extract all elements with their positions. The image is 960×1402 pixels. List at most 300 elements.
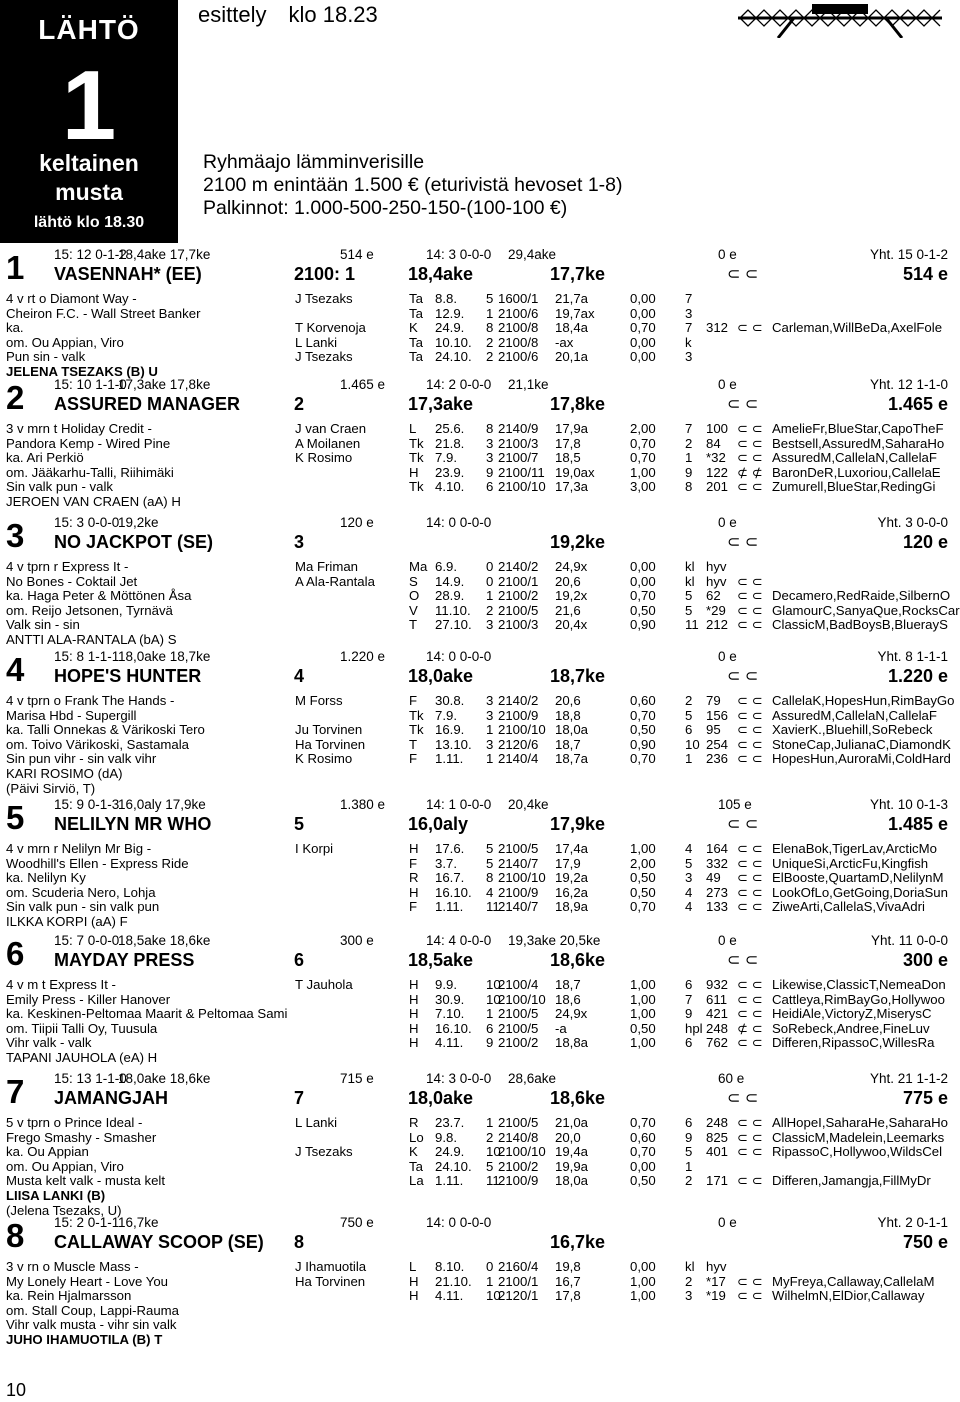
summary-rec14: 28,6ake [508,1071,557,1086]
horse-number: 2 [6,379,25,416]
start-dist: 2100/10 [498,479,546,495]
summary-y15: 15: 2 0-1-1 [54,1215,120,1230]
start-s: ⊄ ⊂ [737,1020,763,1036]
start-o: 3,00 [630,479,656,495]
start-e: 171 [706,1173,729,1189]
start-o: 0,70 [630,899,656,915]
start-time: 18,4a [555,320,589,336]
start-e: hyv [706,559,727,574]
horse-info-text: 5 v tprn o Prince Ideal - [6,1115,143,1130]
start-n: 3 [486,693,494,708]
start-o: 0,70 [630,1115,656,1130]
horse-detail-line [6,1188,950,1203]
horse-detail-line [6,574,950,589]
start-t: Tk [409,479,424,495]
horse-detail-line [6,1159,950,1174]
summary-y15: 15: 8 1-1-1 [54,649,120,664]
start-time: lähtö klo 18.30 [33,214,145,231]
start-o: 0,50 [630,884,656,900]
start-dist: 2100/8 [498,320,539,336]
start-o: 1,00 [630,1006,656,1022]
horse-detail-line [6,1050,950,1065]
start-e: 133 [706,899,729,915]
start-o: 0,00 [630,559,656,574]
start-dist: 2100/5 [498,841,539,856]
horse-number: 5 [6,799,25,836]
start-dist: 2100/9 [498,1173,539,1189]
start-e: hyv [706,573,727,589]
start-e: hyv [706,1259,727,1274]
start-driver: Ju Torvinen [295,722,363,738]
start-s: ⊂ ⊂ [737,841,763,856]
start-s: ⊂ ⊂ [737,320,763,336]
start-w: HopesHun,AuroraMi,ColdHard [772,751,951,767]
summary-rec14: 29,4ake [508,247,557,262]
summary-rec14: 21,1ke [508,377,549,392]
summary-y14: 14: 3 0-0-0 [426,1071,492,1086]
horse-info-text: Pun sin - valk [6,349,86,365]
start-s: ⊂ ⊂ [737,1115,763,1130]
start-driver: T Korvenoja [295,320,366,336]
start-p: 9 [685,1129,693,1145]
start-p: kl [685,1259,695,1274]
horse-info-text: 4 v rt o Diamont Way - [6,291,137,306]
start-d: 24.9. [435,320,465,336]
start-time: 20,0 [555,1129,581,1145]
start-s: ⊂ ⊂ [737,1006,763,1022]
start-o: 0,70 [630,1144,656,1160]
start-t: H [409,1273,419,1289]
best-auto-record: 18,4ake [408,264,474,284]
horse-info-text: ka. Haga Peter & Möttönen Åsa [6,588,192,604]
summary-earn15: 120 e [340,515,374,530]
shoe-icon: ⊂ ⊂ [727,396,759,413]
start-t: S [409,573,418,589]
start-dist: 2100/1 [498,1273,539,1289]
summary-y14: 14: 0 0-0-0 [426,515,492,530]
start-d: 16.10. [435,884,472,900]
total-earnings: 750 e [902,1232,948,1252]
start-e: 248 [706,1115,729,1130]
best-volt-record: 17,9ke [550,814,606,834]
horse-info-text: 4 v mrn r Nelilyn Mr Big - [6,841,152,856]
start-d: 11.10. [435,602,471,618]
horse-info-text: ANTTI ALA-RANTALA (bA) S [6,632,177,647]
start-time: 24,9x [555,1006,588,1022]
horse-summary-row [54,649,948,665]
start-w: HeidiAle,VictoryZ,MiserysC [772,1006,932,1022]
horse-name: VASENNAH* (EE) [54,264,202,284]
start-time: 24,9x [555,559,588,574]
summary-earn14: 0 e [718,247,737,262]
summary-y15: 15: 10 1-1-0 [54,377,127,392]
start-t: Ta [409,334,423,350]
summary-y15: 15: 12 0-1-2 [54,247,127,262]
horse-info-text: TAPANI JAUHOLA (eA) H [6,1050,158,1065]
start-time: 19,2x [555,588,588,604]
start-e: 611 [706,991,728,1007]
horse-detail-line [6,1115,950,1130]
race-number: 1 [61,50,117,160]
start-p: 3 [685,349,693,365]
horse-name: NELILYN MR WHO [54,814,212,834]
summary-earn14: 0 e [718,649,737,664]
start-p: 2 [685,1173,693,1189]
start-time: 18,0a [555,722,589,738]
start-s: ⊂ ⊂ [737,1035,763,1051]
horse-name-row [54,264,948,286]
horse-summary-row [54,1215,948,1231]
start-t: F [409,751,418,767]
start-s: ⊂ ⊂ [737,736,763,752]
start-d: 24.10. [435,1158,472,1174]
horse-info-text: ka. [6,320,24,336]
summary-y15: 15: 9 0-1-3 [54,797,120,812]
start-t: H [409,884,419,900]
start-o: 1,00 [630,464,656,480]
start-e: 236 [706,751,729,767]
start-time: -a [555,1020,567,1036]
start-p: 7 [685,291,693,306]
summary-y14: 14: 0 0-0-0 [426,1215,492,1230]
start-s: ⊂ ⊂ [737,991,763,1007]
start-time: 19,0ax [555,464,595,480]
best-volt-record: 17,8ke [550,394,606,414]
start-o: 1,00 [630,1273,656,1289]
horse-detail-line [6,751,950,766]
start-p: 1 [685,751,693,767]
horse-info-text: No Bones - Coktail Jet [6,573,138,589]
start-t: H [409,1006,419,1022]
horse-detail-line [6,1303,950,1318]
horse-summary-row [54,515,948,531]
start-n: 9 [486,1035,494,1051]
start-time: 21,7a [555,291,589,306]
start-n: 6 [486,479,494,495]
horse-detail-line [6,1259,950,1274]
start-p: kl [685,559,695,574]
start-t: Ma [409,559,428,574]
summary-earn14: 0 e [718,1215,737,1230]
start-time: 18,5 [555,450,581,466]
start-w: GlamourC,SanyaQue,RocksCar [772,602,960,618]
start-o: 0,70 [630,588,656,604]
horse-info-text: om. Jääkarhu-Talli, Riihimäki [6,464,174,480]
start-w: XavierK.,Bluehill,SoRebeck [772,722,933,738]
start-d: 7.9. [435,450,457,466]
start-e: 762 [706,1035,729,1051]
start-dist: 2140/4 [498,751,539,767]
start-dist: 2100/7 [498,450,539,466]
start-w: StoneCap,JulianaC,DiamondK [772,736,951,752]
start-n: 1 [486,751,494,767]
shoe-icon: ⊂ ⊂ [727,816,759,833]
start-e: 201 [706,479,729,495]
start-time: 19,2a [555,870,589,886]
start-o: 0,00 [630,1259,656,1274]
start-n: 1 [486,305,494,321]
horse-detail-line [6,559,950,574]
horse-detail-line [6,602,960,618]
start-n: 3 [486,617,494,633]
start-w: WilhelmN,ElDior,Callaway [772,1288,925,1304]
start-n: 3 [486,450,494,466]
horse-info-text: Marisa Hbd - Supergill [6,707,137,723]
start-dist: 2100/10 [498,870,546,886]
horse-summary-row [54,377,948,393]
start-d: 28.9. [435,588,465,604]
start-driver: T Jauhola [295,977,353,992]
start-s: ⊄ ⊄ [737,464,763,480]
horse-name-row [54,1232,948,1254]
start-d: 23.7. [435,1115,465,1130]
start-t: F [409,855,418,871]
start-n: 8 [486,320,494,336]
start-dist: 2140/2 [498,693,539,708]
start-dist: 2100/2 [498,1035,539,1051]
start-d: 30.8. [435,693,465,708]
horse-detail-line [6,588,950,603]
start-time: 17,3a [555,479,589,495]
start-o: 0,50 [630,1020,656,1036]
start-n: 2 [486,349,494,365]
start-w: SoRebeck,Andree,FineLuv [772,1020,930,1036]
start-e: 312 [706,320,729,336]
start-e: 49 [706,870,721,886]
start-p: 4 [685,841,693,856]
start-s: ⊂ ⊂ [737,602,763,618]
horse-info-text: om. Ou Appian, Viro [6,334,124,350]
track-record: 8 [294,1232,305,1252]
best-auto-record: 18,0ake [408,666,474,686]
race-conditions: 2100 m enintään 1.500 € (eturivistä hevoset 1-8) [203,174,623,196]
start-t: V [409,602,418,618]
start-w: Differen,Jamangja,FillMyDr [772,1173,931,1189]
horse-detail-line [6,1274,950,1289]
start-s: ⊂ ⊂ [737,479,763,495]
total-earnings: 775 e [902,1088,948,1108]
start-p: 7 [685,991,693,1007]
presentation-label: esittely [198,2,267,27]
summary-total: Yht. 10 0-1-3 [869,797,948,812]
start-e: 421 [706,1006,729,1022]
start-d: 6.9. [435,559,457,574]
start-dist: 2100/2 [498,1158,539,1174]
start-w: AllHopeI,SaharaHe,SaharaHo [772,1115,948,1130]
start-d: 25.6. [435,421,465,436]
start-o: 1,00 [630,841,656,856]
lahto-label: LÄHTÖ [38,14,140,45]
start-d: 7.10. [435,1006,465,1022]
horse-info-text: om. Toivo Värikoski, Sastamala [6,736,189,752]
start-p: 5 [685,855,693,871]
horse-info-text: My Lonely Heart - Love You [6,1273,169,1289]
summary-rec: 17,3ake 17,8ke [118,377,211,392]
summary-earn14: 0 e [718,377,737,392]
start-o: 0,70 [630,707,656,723]
summary-total: Yht. 11 0-0-0 [870,933,948,948]
start-n: 1 [486,1006,494,1022]
start-t: Ta [409,1158,423,1174]
best-volt-record: 18,6ke [550,1088,606,1108]
start-n: 3 [486,435,494,451]
summary-y14: 14: 0 0-0-0 [426,649,492,664]
horse-detail-line [6,450,950,465]
start-d: 17.6. [435,841,465,856]
horse-detail-line [6,479,950,494]
start-dist: 2100/10 [498,1144,546,1160]
start-dist: 2120/6 [498,736,539,752]
shoe-icon: ⊂ ⊂ [727,1090,759,1107]
start-n: 8 [486,870,494,886]
start-w: AssuredM,CallelaN,CallelaF [772,450,937,466]
start-driver: I Korpi [295,841,334,856]
horse-detail-line [6,766,950,781]
horse-info-text: (Päivi Sirviö, T) [6,780,96,796]
start-e: 332 [706,855,729,871]
start-driver: K Rosimo [295,450,353,466]
summary-earn14: 0 e [718,515,737,530]
start-driver: L Lanki [295,1115,338,1130]
start-t: La [409,1173,424,1189]
start-e: 248 [706,1020,729,1036]
start-s: ⊂ ⊂ [737,1173,763,1189]
start-p: 1 [685,1158,693,1174]
start-d: 14.9. [435,573,465,589]
horse-name: CALLAWAY SCOOP (SE) [54,1232,264,1252]
horse-name: JAMANGJAH [54,1088,169,1108]
start-w: Bestsell,AssuredM,SaharaHo [772,435,945,451]
start-t: H [409,977,419,992]
start-dist: 2100/5 [498,1020,539,1036]
start-dist: 2100/10 [498,991,546,1007]
start-p: 9 [685,464,693,480]
start-n: 3 [486,736,494,752]
start-p: 3 [685,305,693,321]
horse-info-text: ILKKA KORPI (aA) F [6,914,128,929]
horse-name-row [54,532,948,554]
start-n: 8 [486,421,494,436]
start-d: 4.10. [435,479,465,495]
horse-detail-line [6,1021,950,1036]
start-dist: 2100/4 [498,977,539,992]
start-time: -ax [555,334,574,350]
summary-earn14: 0 e [718,933,737,948]
start-t: L [409,1259,417,1274]
start-t: Tk [409,722,424,738]
start-s: ⊂ ⊂ [737,870,763,886]
start-time: 18,8a [555,1035,589,1051]
summary-earn14: 105 e [718,797,752,812]
horse-info-text: Cheiron F.C. - Wall Street Banker [6,305,201,321]
start-dist: 2100/10 [498,722,546,738]
start-n: 2 [486,1129,494,1145]
start-d: 1.11. [435,899,464,915]
start-w: Likewise,ClassicT,NemeaDon [772,977,946,992]
track-record: 5 [294,814,305,834]
start-n: 0 [486,573,494,589]
horse-detail-line [6,1006,950,1021]
start-d: 21.10. [435,1273,472,1289]
start-driver: Ha Torvinen [295,1273,366,1289]
start-s: ⊂ ⊂ [737,1273,763,1289]
start-n: 1 [486,722,494,738]
start-p: 2 [685,1273,693,1289]
start-w: Zumurell,BlueStar,RedingGi [772,479,936,495]
start-dist: 2100/9 [498,707,539,723]
start-dist: 2100/5 [498,1115,539,1130]
horse-name-row [54,950,948,972]
start-p: 4 [685,884,693,900]
horse-name: ASSURED MANAGER [54,394,241,414]
horse-info-text: Frego Smashy - Smasher [6,1129,157,1145]
horse-detail-line [6,320,950,335]
start-time: 17,8 [555,1288,581,1304]
start-t: O [409,588,420,604]
summary-total: Yht. 12 1-1-0 [869,377,948,392]
start-w: ClassicM,BadBoysB,BluerayS [772,617,948,633]
start-o: 0,60 [630,1129,656,1145]
start-o: 0,00 [630,305,656,321]
start-p: k [685,334,692,350]
start-time: 21,0a [555,1115,589,1130]
horse-info-text: 4 v tprn o Frank The Hands - [6,693,175,708]
start-o: 0,50 [630,722,656,738]
start-time: 17,4a [555,841,589,856]
track-record: 2100: 1 [294,264,356,284]
best-volt-record: 18,6ke [550,950,606,970]
track-record: 3 [294,532,305,552]
start-d: 9.9. [435,977,457,992]
start-driver: J Tsezaks [295,1144,353,1160]
start-t: R [409,1115,419,1130]
start-time: 20,1a [555,349,589,365]
start-dist: 1600/1 [498,291,539,306]
best-auto-record: 17,3ake [408,394,474,414]
horse-detail-line [6,1035,950,1050]
start-driver: Ma Friman [295,559,359,574]
horse-detail-line [6,870,950,885]
start-d: 24.9. [435,1144,465,1160]
start-e: 62 [706,588,721,604]
total-earnings: 120 e [902,532,948,552]
start-s: ⊂ ⊂ [737,693,763,708]
horse-name-row [54,1088,948,1110]
horse-info-text: om. Reijo Jetsonen, Tyrnävä [6,602,173,618]
horse-detail-line [6,841,950,856]
horse-info-text: (Jelena Tsezaks, U) [6,1202,122,1218]
start-p: 7 [685,421,693,436]
start-s: ⊂ ⊂ [737,450,763,466]
best-auto-record: 18,5ake [408,950,474,970]
start-t: Tk [409,450,424,466]
start-t: H [409,464,419,480]
start-w: Carleman,WillBeDa,AxelFole [772,320,943,336]
horse-name: MAYDAY PRESS [54,950,195,970]
race-header-box [0,0,178,243]
horse-info-text: Sin pun vihr - sin valk vihr [6,751,157,767]
horse-name-row [54,666,948,688]
start-w: Differen,RipassoC,WillesRa [772,1035,935,1051]
start-t: Tk [409,707,424,723]
start-s: ⊂ ⊂ [737,617,763,633]
total-earnings: 300 e [902,950,948,970]
start-e: *32 [706,450,726,466]
start-dist: 2100/1 [498,573,539,589]
start-time: 18,9a [555,899,589,915]
start-e: 254 [706,736,729,752]
start-w: LookOfLo,GetGoing,DoriaSun [772,884,948,900]
